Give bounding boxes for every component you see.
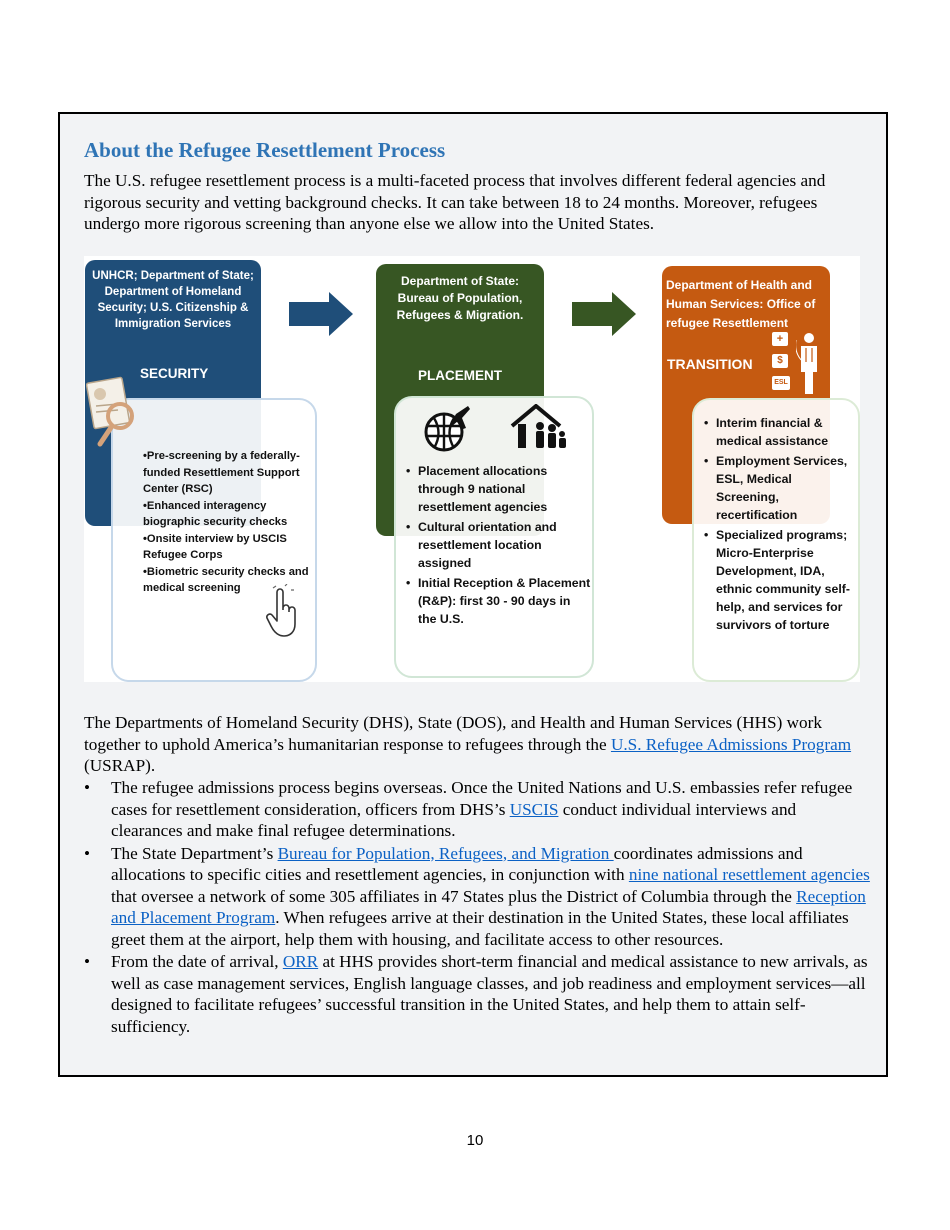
paragraph-text: (USRAP).	[84, 756, 156, 775]
transition-list	[704, 414, 854, 636]
transition-agency-line: refugee Resettlement	[666, 316, 789, 330]
placement-agency-line: Bureau of Population,	[397, 291, 523, 305]
transition-item: • Specialized programs; Micro-Enterprise Development, IDA, ethnic community self-help, and services for survivors of torture	[704, 526, 854, 634]
transition-item: • Interim financial & medical assistance	[704, 414, 854, 450]
passport-magnifier-icon	[86, 374, 144, 448]
security-item: •Pre-screening by a federally-funded Resettlement Support Center (RSC)	[143, 450, 300, 495]
process-bullets	[84, 777, 870, 1038]
placement-card	[394, 396, 594, 678]
info-box	[58, 112, 888, 1077]
placement-item: • Initial Reception & Placement (R&P): first 30 - 90 days in the U.S.	[406, 574, 592, 628]
arrow-right-icon	[572, 292, 636, 336]
bullet-text: at HHS provides short-term financial and medical assistance to new arrivals, as well as case management services, English language classes, and job readiness and employment services—all designed to facilitate refugees’ successful transition in the United States, and help them to attain self-sufficiency.	[111, 952, 868, 1036]
paragraph-text: The Departments of Homeland Security (DHS), State (DOS), and Health and Human Services (HHS) work together to uphold America’s humanitarian response to refugees through the	[84, 713, 822, 754]
transition-card	[692, 398, 860, 682]
dollar-icon: $	[772, 354, 788, 368]
esl-icon: ESL	[772, 376, 790, 390]
prm-link[interactable]: Bureau for Population, Refugees, and Migration	[277, 843, 614, 863]
placement-agency-line: Refugees & Migration.	[396, 308, 524, 322]
pointing-hand-icon	[265, 584, 301, 640]
security-item: •Enhanced interagency biographic security checks	[143, 499, 288, 528]
security-item: •Onsite interview by USCIS Refugee Corps	[143, 532, 287, 561]
intro-paragraph: The U.S. refugee resettlement process is a multi-faceted process that involves different federal agencies and rigorous security and vetting background checks. It can take between 18 to 24 months. Moreover, refugees undergo more rigorous screening than anyone else we allow into the United States.	[84, 171, 826, 233]
security-agency-line: UNHCR; Department of State;	[92, 270, 254, 282]
placement-agency-line: Department of State:	[400, 274, 519, 288]
placement-item: • Cultural orientation and resettlement location assigned	[406, 518, 592, 572]
person-icon	[796, 332, 822, 396]
bullet-glyph: •	[84, 843, 91, 863]
transition-stage-label: TRANSITION	[667, 356, 753, 372]
service-icons	[772, 332, 826, 402]
list-item	[84, 777, 870, 842]
security-list	[143, 448, 315, 597]
placement-stage-label: PLACEMENT	[418, 368, 502, 383]
bullet-glyph: •	[84, 778, 91, 797]
bullet-text: . When refugees arrive at their destination in the United States, these local affiliates greet them at the airport, help them with housing, and facilitate access to other resources.	[111, 908, 849, 949]
agencies-paragraph	[84, 712, 870, 777]
arrow-right-icon	[289, 292, 353, 336]
security-agency-line: Department of Homeland	[104, 286, 242, 298]
page-number: 10	[466, 1132, 484, 1149]
globe-airplane-icon	[422, 404, 474, 454]
list-item	[84, 843, 870, 951]
transition-agency-line: Human Services: Office of	[666, 297, 816, 311]
placement-item: • Placement allocations through 9 national resettlement agencies	[406, 462, 592, 516]
bullet-text: The refugee admissions process begins overseas. Once the United Nations and U.S. embassies refer refugee cases for resettlement consideration, officers from DHS’s	[111, 778, 853, 819]
bullet-text: coordinates admissions and allocations to specific cities and resettlement agencies, in conjunction with	[111, 843, 803, 884]
security-agencies	[89, 268, 257, 332]
reception-placement-link[interactable]: Reception and Placement Program	[111, 886, 866, 927]
security-agency-line: Security; U.S. Citizenship &	[97, 302, 249, 314]
placement-list	[406, 462, 592, 630]
list-item	[84, 951, 870, 1037]
uscis-link[interactable]: USCIS	[509, 799, 559, 819]
orr-link[interactable]: ORR	[282, 952, 319, 971]
usrap-link[interactable]: U.S. Refugee Admissions Program	[610, 734, 852, 754]
bullet-text: From the date of arrival,	[111, 952, 283, 971]
section-title: About the Refugee Resettlement Process	[84, 138, 446, 162]
transition-agency-line: Department of Health and	[666, 278, 813, 292]
bullet-text: that oversee a network of some 305 affiliates in 47 States plus the District of Columbia through the	[111, 886, 797, 906]
transition-agencies	[666, 276, 830, 333]
placement-agencies	[380, 273, 540, 324]
security-agency-line: Immigration Services	[114, 318, 232, 330]
transition-item: • Employment Services, ESL, Medical Screening, recertification	[704, 452, 854, 524]
bullet-glyph: •	[84, 952, 91, 971]
security-stage-label: SECURITY	[140, 366, 209, 381]
house-family-icon	[510, 404, 572, 452]
process-graphic	[84, 256, 860, 682]
security-item: •Biometric security checks and medical screening	[143, 565, 309, 594]
bullet-text: The State Department’s	[111, 843, 278, 863]
resettlement-agencies-link[interactable]: nine national resettlement agencies	[628, 865, 870, 884]
bullet-text: conduct individual interviews and clearances and make final refugee determinations.	[111, 799, 797, 840]
medical-plus-icon: +	[772, 332, 788, 346]
